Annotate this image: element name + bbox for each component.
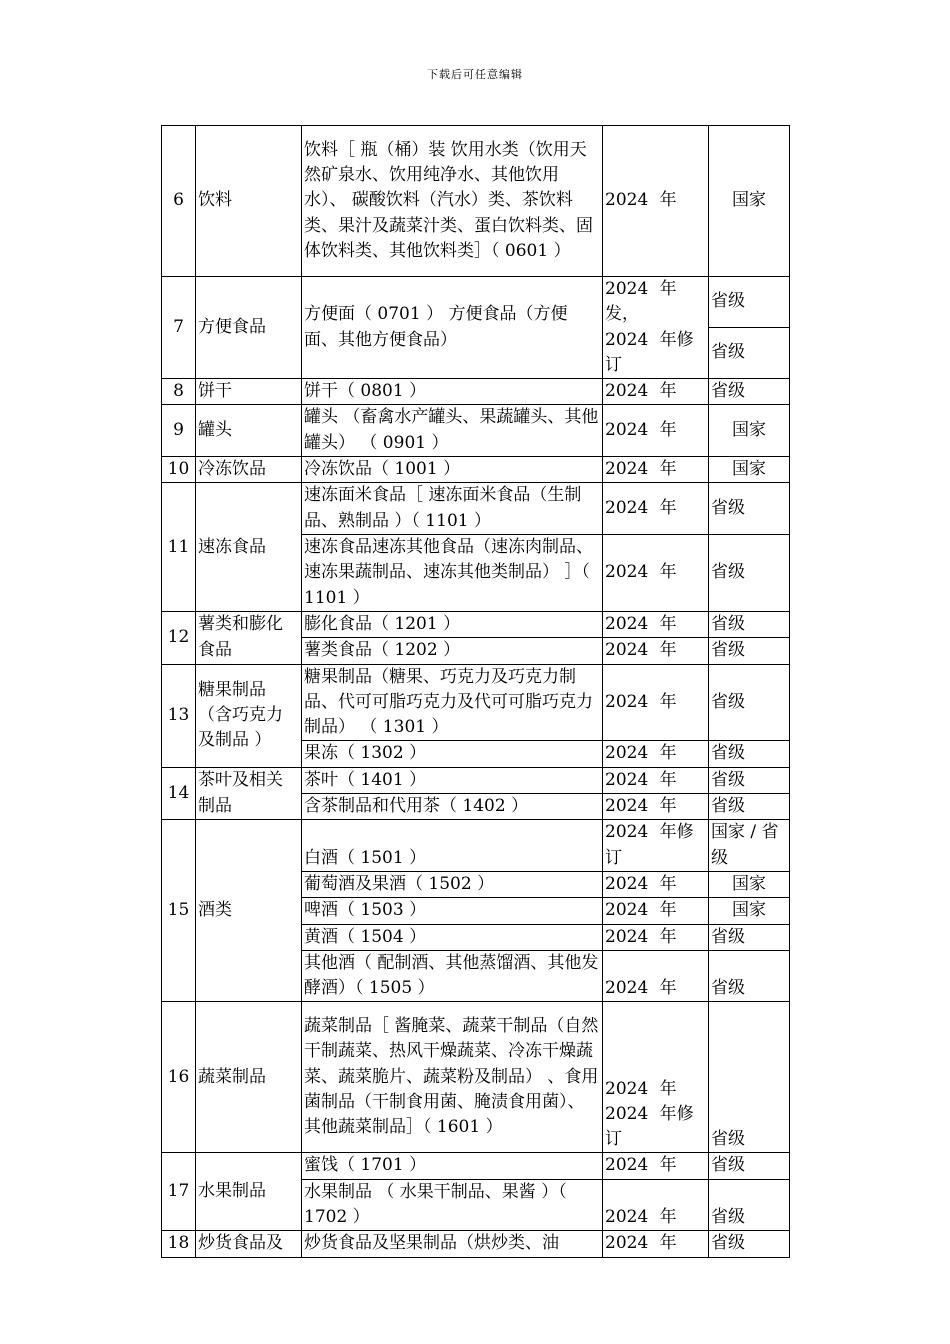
- product-cell: 黄酒（ 1504 ）: [302, 924, 603, 950]
- category-name: 速冻食品: [196, 483, 302, 612]
- year-cell: 2024 年: [603, 1231, 709, 1257]
- category-name: 蔬菜制品: [196, 1002, 302, 1153]
- level-cell: 省级: [709, 950, 790, 1002]
- level-cell: 省级: [709, 379, 790, 405]
- year-cell: 2024 年: [603, 638, 709, 664]
- level-cell: 国家: [709, 871, 790, 897]
- year-cell: 2024 年: [603, 924, 709, 950]
- product-cell: 冷冻饮品（ 1001 ）: [302, 457, 603, 483]
- table-row: [162, 379, 790, 405]
- product-cell: 速冻食品速冻其他食品（速冻肉制品、速冻果蔬制品、速冻其他类制品） ］（ 1101 ）: [302, 534, 603, 611]
- product-cell: 糖果制品（糖果、巧克力及巧克力制品、代可可脂巧克力及代可可脂巧克力制品） （ 1301 ）: [302, 664, 603, 741]
- category-name: 炒货食品及: [196, 1231, 302, 1257]
- row-number: 8: [162, 379, 196, 405]
- year-cell: 2024 年: [603, 767, 709, 793]
- year-line: 2024 年修订: [605, 329, 694, 375]
- category-name: 饼干: [196, 379, 302, 405]
- product-cell: 白酒（ 1501 ）: [302, 820, 603, 872]
- table-row: [162, 1231, 790, 1257]
- year-cell: 2024 年: [603, 126, 709, 277]
- product-cell: 茶叶（ 1401 ）: [302, 767, 603, 793]
- year-cell: [603, 277, 709, 379]
- year-cell: 2024 年: [603, 794, 709, 820]
- product-cell: 罐头 （畜禽水产罐头、果蔬罐头、其他罐头） （ 0901 ）: [302, 405, 603, 457]
- table-row: [162, 1002, 790, 1153]
- level-cell: 省级: [709, 611, 790, 637]
- table-row: [162, 767, 790, 793]
- table-row: [162, 277, 790, 328]
- product-cell: 蔬菜制品［ 酱腌菜、蔬菜干制品（自然干制蔬菜、热风干燥蔬菜、冷冻干燥蔬菜、蔬菜脆片、蔬菜粉及制品） 、食用菌制品（干制食用菌、腌渍食用菌）、其他蔬菜制品］（ 1601 ）: [302, 1002, 603, 1153]
- product-cell: 果冻（ 1302 ）: [302, 741, 603, 767]
- product-cell: 饼干（ 0801 ）: [302, 379, 603, 405]
- category-name: 糖果制品（含巧克力及制品 ）: [196, 664, 302, 767]
- product-cell: 方便面（ 0701 ） 方便食品（方便面、其他方便食品）: [302, 277, 603, 379]
- year-cell: 2024 年修订: [603, 820, 709, 872]
- year-line: 2024 年发，: [605, 279, 677, 325]
- year-cell: 2024 年: [603, 871, 709, 897]
- row-number: 16: [162, 1002, 196, 1153]
- category-name: 罐头: [196, 405, 302, 457]
- product-cell: 薯类食品（ 1202 ）: [302, 638, 603, 664]
- level-cell: 国家: [709, 898, 790, 924]
- year-cell: 2024 年: [603, 664, 709, 741]
- row-number: 9: [162, 405, 196, 457]
- year-line: 2024 年: [605, 1078, 677, 1099]
- row-number: 13: [162, 664, 196, 767]
- food-category-table: [161, 125, 790, 1258]
- category-name: 茶叶及相关制品: [196, 767, 302, 820]
- row-number: 15: [162, 820, 196, 1002]
- product-cell: 其他酒（ 配制酒、其他蒸馏酒、其他发酵酒）（ 1505 ）: [302, 950, 603, 1002]
- product-cell: 炒货食品及坚果制品（烘炒类、油: [302, 1231, 603, 1257]
- table-row: [162, 126, 790, 277]
- level-cell: 省级: [709, 534, 790, 611]
- product-cell: 膨化食品（ 1201 ）: [302, 611, 603, 637]
- level-cell: 省级: [709, 638, 790, 664]
- table-row: [162, 611, 790, 637]
- year-cell: 2024 年: [603, 741, 709, 767]
- row-number: 11: [162, 483, 196, 612]
- product-cell: 速冻面米食品［ 速冻面米食品（生制品、熟制品 ）（ 1101 ）: [302, 483, 603, 535]
- level-cell: 国家: [709, 405, 790, 457]
- category-name: 酒类: [196, 820, 302, 1002]
- table-row: [162, 457, 790, 483]
- level-cell: 省级: [709, 1153, 790, 1179]
- year-cell: 2024 年: [603, 457, 709, 483]
- year-cell: 2024 年: [603, 379, 709, 405]
- year-cell: 2024 年: [603, 611, 709, 637]
- level-cell: 国家 / 省级: [709, 820, 790, 872]
- year-cell: 2024 年: [603, 534, 709, 611]
- level-cell: 省级: [709, 664, 790, 741]
- product-cell: 蜜饯（ 1701 ）: [302, 1153, 603, 1179]
- product-cell: 啤酒（ 1503 ）: [302, 898, 603, 924]
- product-cell: 含茶制品和代用茶（ 1402 ）: [302, 794, 603, 820]
- level-cell: 国家: [709, 126, 790, 277]
- row-number: 12: [162, 611, 196, 664]
- level-cell: 省级: [709, 277, 790, 328]
- level-cell: 省级: [709, 741, 790, 767]
- category-name: 薯类和膨化食品: [196, 611, 302, 664]
- row-number: 17: [162, 1153, 196, 1231]
- year-cell: 2024 年: [603, 1179, 709, 1231]
- category-name: 饮料: [196, 126, 302, 277]
- row-number: 6: [162, 126, 196, 277]
- category-name: 冷冻饮品: [196, 457, 302, 483]
- year-cell: 2024 年: [603, 405, 709, 457]
- level-cell: 省级: [709, 483, 790, 535]
- product-cell: 水果制品 （ 水果干制品、果酱 ）（ 1702 ）: [302, 1179, 603, 1231]
- row-number: 18: [162, 1231, 196, 1257]
- level-cell: 国家: [709, 457, 790, 483]
- table-row: [162, 405, 790, 457]
- table-row: [162, 820, 790, 872]
- level-cell: 省级: [709, 1231, 790, 1257]
- table-row: [162, 483, 790, 535]
- level-cell: 省级: [709, 794, 790, 820]
- product-cell: 葡萄酒及果酒（ 1502 ）: [302, 871, 603, 897]
- level-cell: 省级: [709, 924, 790, 950]
- year-cell: 2024 年: [603, 1153, 709, 1179]
- level-cell: 省级: [709, 767, 790, 793]
- row-number: 10: [162, 457, 196, 483]
- category-name: 水果制品: [196, 1153, 302, 1231]
- year-cell: [603, 1002, 709, 1153]
- level-cell: 省级: [709, 1179, 790, 1231]
- row-number: 7: [162, 277, 196, 379]
- year-cell: 2024 年: [603, 898, 709, 924]
- page-header: 下载后可任意编辑: [427, 68, 523, 81]
- table-row: [162, 664, 790, 741]
- year-cell: 2024 年: [603, 483, 709, 535]
- year-line: 2024 年修订: [605, 1103, 694, 1150]
- level-cell: 省级: [709, 1002, 790, 1153]
- year-cell: 2024 年: [603, 950, 709, 1002]
- category-name: 方便食品: [196, 277, 302, 379]
- product-cell: 饮料［ 瓶（桶）装 饮用水类（饮用天然矿泉水、饮用纯净水、其他饮用水）、 碳酸饮料（汽水）类、茶饮料类、果汁及蔬菜汁类、蛋白饮料类、固体饮料类、其他饮料类］（ 0601 ）: [302, 126, 603, 277]
- row-number: 14: [162, 767, 196, 820]
- table-row: [162, 1153, 790, 1179]
- level-cell: 省级: [709, 328, 790, 379]
